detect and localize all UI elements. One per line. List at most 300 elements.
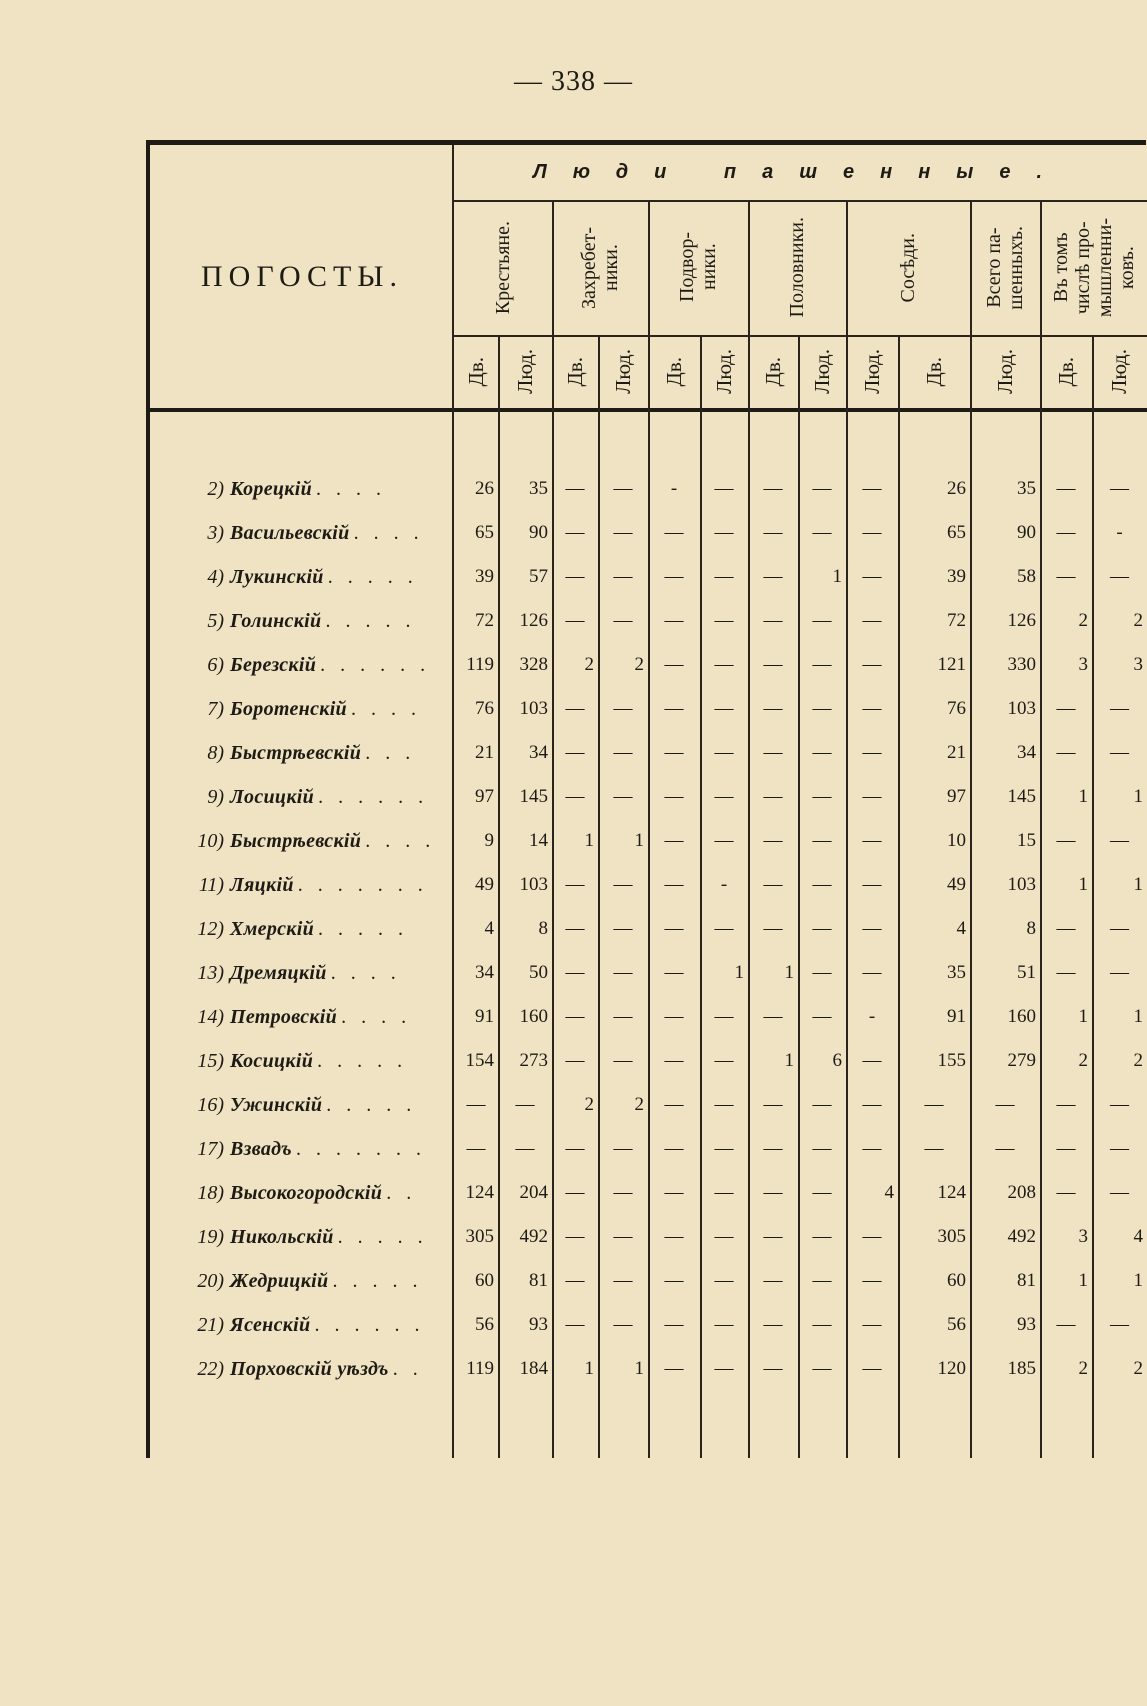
table-cell: —: [613, 1138, 633, 1159]
table-cell: —: [613, 1226, 633, 1247]
table-cell: —: [565, 786, 585, 807]
table-cell: 2: [1078, 610, 1088, 631]
sub-header-label: Люд.: [512, 349, 537, 394]
table-cell: 1: [584, 830, 594, 851]
row-leader-dots: . . .: [365, 741, 416, 764]
row-number: 12): [197, 917, 224, 940]
table-cell: 72: [947, 610, 966, 631]
table-cell: —: [862, 962, 882, 983]
page-number: — 338 —: [514, 66, 633, 97]
table-cell: 2: [1133, 610, 1143, 631]
table-cell: —: [565, 478, 585, 499]
table-cell: 124: [465, 1182, 494, 1203]
table-cell: —: [862, 478, 882, 499]
table-row: [150, 687, 436, 731]
table-row: [150, 511, 436, 555]
table-cell: —: [466, 1138, 486, 1159]
table-cell: 91: [947, 1006, 966, 1027]
row-pogost-name: Лукинскій: [230, 565, 324, 588]
table-cell: —: [763, 786, 783, 807]
table-cell: —: [924, 1138, 944, 1159]
table-cell: —: [714, 786, 734, 807]
table-cell: 1: [634, 1358, 644, 1379]
table-cell: 76: [947, 698, 966, 719]
table-cell: —: [1110, 830, 1129, 851]
table-row: [150, 731, 436, 775]
table-cell: 8: [538, 918, 548, 939]
column-header-label: Въ томъ числѣ про- мышленни- ковъ.: [1049, 217, 1138, 318]
table-cell: 1: [1133, 786, 1143, 807]
sub-header-label: Дв.: [463, 356, 488, 387]
table-cell: —: [812, 962, 832, 983]
table-cell: 185: [1007, 1358, 1036, 1379]
table-cell: —: [812, 742, 832, 763]
table-cell: —: [1110, 962, 1129, 983]
table-cell: 90: [1017, 522, 1036, 543]
table-cell: —: [862, 1314, 882, 1335]
table-cell: —: [714, 698, 734, 719]
table-cell: 160: [1007, 1006, 1036, 1027]
table-cell: 1: [1078, 1270, 1088, 1291]
table-cell: —: [613, 1050, 633, 1071]
table-cell: —: [862, 1358, 882, 1379]
row-number: 14): [197, 1005, 224, 1028]
table-cell: 15: [1017, 830, 1036, 851]
table-cell: 10: [947, 830, 966, 851]
table-cell: —: [714, 654, 734, 675]
table-cell: 3: [1078, 1226, 1088, 1247]
table-cell: —: [714, 1182, 734, 1203]
sub-header-label: Люд.: [610, 349, 635, 394]
table-cell: 26: [475, 478, 494, 499]
table-cell: —: [763, 1314, 783, 1335]
header-group-title: Люди пашенные.: [532, 161, 1069, 183]
column-header-label: Сосѣди.: [897, 232, 919, 303]
row-pogost-name: Петровскій: [230, 1005, 338, 1028]
sub-header-dv: [748, 335, 798, 408]
table-cell: —: [664, 1006, 684, 1027]
table-cell: -: [720, 874, 728, 895]
table-cell: —: [763, 698, 783, 719]
table-cell: —: [812, 698, 832, 719]
table-cell: 60: [475, 1270, 494, 1291]
table-row: [150, 1083, 436, 1127]
sub-header-label: Дв.: [760, 356, 785, 387]
table-cell: 4: [956, 918, 966, 939]
row-number: 5): [207, 609, 224, 632]
column-header-zakhrebet: [552, 200, 648, 335]
table-cell: —: [613, 874, 633, 895]
table-cell: 1: [784, 1050, 794, 1071]
row-number: 19): [197, 1225, 224, 1248]
table-cell: 9: [484, 830, 494, 851]
column-header-podvor: [648, 200, 748, 335]
table-cell: —: [1056, 918, 1076, 939]
table-cell: 8: [1026, 918, 1036, 939]
table-cell: —: [664, 962, 684, 983]
table-cell: —: [763, 874, 783, 895]
table-cell: —: [1056, 1314, 1076, 1335]
table-row: [150, 1303, 436, 1347]
table-cell: —: [714, 566, 734, 587]
row-number: 3): [207, 521, 224, 544]
table-cell: 21: [947, 742, 966, 763]
sub-header-label: Люд.: [992, 349, 1017, 394]
row-number: 18): [197, 1181, 224, 1204]
table-cell: —: [862, 1226, 882, 1247]
table-cell: —: [812, 478, 832, 499]
table-cell: —: [763, 918, 783, 939]
table-cell: 35: [529, 478, 548, 499]
table-cell: —: [812, 1094, 832, 1115]
table-cell: 120: [937, 1358, 966, 1379]
table-cell: —: [613, 918, 633, 939]
table-cell: —: [763, 566, 783, 587]
sub-header-lyud: [1092, 335, 1147, 408]
table-row: [150, 1171, 436, 1215]
table-row: [150, 643, 436, 687]
table-cell: 124: [937, 1182, 966, 1203]
table-cell: 1: [634, 830, 644, 851]
row-leader-dots: . . . . .: [325, 609, 416, 632]
table-cell: —: [763, 478, 783, 499]
table-cell: 65: [475, 522, 494, 543]
table-cell: -: [670, 478, 678, 499]
table-cell: —: [763, 830, 783, 851]
table-cell: 2: [634, 1094, 644, 1115]
table-cell: 160: [519, 1006, 548, 1027]
table-cell: —: [812, 786, 832, 807]
table-cell: —: [714, 1358, 734, 1379]
table-cell: —: [1110, 1094, 1129, 1115]
sub-header-label: Люд.: [711, 349, 736, 394]
table-cell: —: [565, 566, 585, 587]
table-cell: —: [812, 1358, 832, 1379]
table-cell: —: [812, 522, 832, 543]
table-cell: 4: [484, 918, 494, 939]
table-cell: —: [664, 654, 684, 675]
table-cell: 279: [1007, 1050, 1036, 1071]
table-cell: —: [812, 610, 832, 631]
row-pogost-name: Хмерскій: [230, 917, 315, 940]
table-cell: 51: [1017, 962, 1036, 983]
table-cell: —: [1110, 566, 1129, 587]
table-cell: —: [1056, 830, 1076, 851]
table-cell: —: [812, 918, 832, 939]
row-pogost-name: Ляцкій: [230, 873, 294, 896]
table-cell: —: [714, 918, 734, 939]
table-cell: —: [664, 1050, 684, 1071]
table-cell: 208: [1007, 1182, 1036, 1203]
table-cell: 93: [529, 1314, 548, 1335]
row-pogost-name: Взвадъ: [230, 1137, 292, 1160]
table-row: [150, 995, 436, 1039]
table-cell: —: [565, 742, 585, 763]
table-cell: 76: [475, 698, 494, 719]
table-cell: —: [664, 830, 684, 851]
table-cell: —: [565, 1006, 585, 1027]
sub-header-label: Люд.: [809, 349, 834, 394]
table-cell: —: [1056, 698, 1076, 719]
table-cell: —: [812, 830, 832, 851]
table-cell: 305: [465, 1226, 494, 1247]
column-header-label: Всего па- шенныхъ.: [983, 225, 1027, 310]
sub-header-lyud: [798, 335, 846, 408]
table-cell: 21: [475, 742, 494, 763]
table-cell: —: [763, 610, 783, 631]
table-cell: 56: [475, 1314, 494, 1335]
table-cell: —: [763, 1094, 783, 1115]
table-cell: 2: [1078, 1358, 1088, 1379]
row-number: 2): [207, 477, 224, 500]
table-row: [150, 599, 436, 643]
table-row: [150, 555, 436, 599]
row-pogost-name: Быстрѣевскій: [230, 829, 362, 852]
row-pogost-name: Дремяцкій: [230, 961, 327, 984]
row-leader-dots: . .: [392, 1357, 423, 1380]
table-cell: 3: [1133, 654, 1143, 675]
row-number: 4): [207, 565, 224, 588]
row-number: 8): [207, 741, 224, 764]
table-cell: 50: [529, 962, 548, 983]
row-leader-dots: . . . .: [330, 961, 401, 984]
table-cell: —: [664, 742, 684, 763]
row-number: 13): [197, 961, 224, 984]
column-header-sosedi: [846, 200, 970, 335]
row-leader-dots: . . . . . .: [314, 1313, 425, 1336]
table-cell: —: [613, 698, 633, 719]
table-cell: —: [714, 478, 734, 499]
table-cell: 56: [947, 1314, 966, 1335]
table-cell: 121: [937, 654, 966, 675]
table-cell: —: [862, 1050, 882, 1071]
table-cell: —: [1056, 566, 1076, 587]
table-cell: —: [1056, 742, 1076, 763]
table-cell: 492: [1007, 1226, 1036, 1247]
header-bottom-rule: [146, 408, 1147, 412]
table-cell: 26: [947, 478, 966, 499]
table-cell: 39: [475, 566, 494, 587]
table-cell: —: [714, 742, 734, 763]
row-leader-dots: . . . . . .: [318, 785, 429, 808]
sub-header-label: Люд.: [1107, 349, 1131, 394]
table-cell: 184: [519, 1358, 548, 1379]
table-cell: —: [1110, 1314, 1129, 1335]
table-cell: 2: [1133, 1358, 1143, 1379]
table-cell: —: [565, 1138, 585, 1159]
table-cell: 1: [1078, 786, 1088, 807]
table-cell: —: [812, 1226, 832, 1247]
table-cell: —: [565, 918, 585, 939]
table-cell: —: [664, 786, 684, 807]
table-row: [150, 1259, 436, 1303]
table-cell: —: [565, 610, 585, 631]
table-cell: —: [1056, 1094, 1076, 1115]
column-header-label: Крестьяне.: [492, 220, 514, 315]
table-cell: —: [664, 522, 684, 543]
table-cell: —: [714, 1094, 734, 1115]
table-cell: 1: [784, 962, 794, 983]
table-cell: —: [862, 522, 882, 543]
table-cell: 14: [529, 830, 548, 851]
table-cell: 57: [529, 566, 548, 587]
column-header-vtom: [1040, 200, 1147, 335]
table-cell: —: [1110, 478, 1129, 499]
table-cell: —: [565, 1270, 585, 1291]
table-cell: 204: [519, 1182, 548, 1203]
table-cell: —: [565, 1182, 585, 1203]
sub-header-lyud: [846, 335, 898, 408]
table-cell: —: [565, 522, 585, 543]
table-cell: 2: [584, 654, 594, 675]
table-cell: —: [763, 1358, 783, 1379]
table-cell: —: [664, 1314, 684, 1335]
table-cell: —: [812, 1138, 832, 1159]
sub-header-label: Дв.: [562, 356, 587, 387]
table-cell: —: [714, 1138, 734, 1159]
table-cell: —: [714, 1270, 734, 1291]
row-pogost-name: Порховскій уѣздъ: [230, 1357, 389, 1380]
row-leader-dots: . . . . .: [332, 1269, 423, 1292]
row-pogost-name: Лосицкій: [230, 785, 315, 808]
row-pogost-name: Высокогородскій: [230, 1181, 383, 1204]
row-leader-dots: . . . . . . .: [295, 1137, 426, 1160]
row-leader-dots: . .: [386, 1181, 417, 1204]
sub-header-dv: [648, 335, 700, 408]
table-cell: —: [515, 1094, 535, 1115]
row-leader-dots: . . . .: [350, 697, 421, 720]
table-cell: 1: [1133, 1006, 1143, 1027]
table-cell: —: [812, 1006, 832, 1027]
table-cell: 330: [1007, 654, 1036, 675]
table-cell: —: [995, 1094, 1015, 1115]
table-cell: 145: [519, 786, 548, 807]
table-cell: —: [763, 1182, 783, 1203]
table-cell: 103: [1007, 698, 1036, 719]
row-number: 7): [207, 697, 224, 720]
row-pogost-name: Корецкій: [230, 477, 313, 500]
table-cell: 65: [947, 522, 966, 543]
row-number: 17): [197, 1137, 224, 1160]
header-pogosty: ПОГОСТЫ.: [201, 259, 403, 293]
table-cell: —: [714, 830, 734, 851]
table-cell: —: [763, 1138, 783, 1159]
table-cell: 35: [947, 962, 966, 983]
row-pogost-name: Ужинскій: [230, 1093, 323, 1116]
table-cell: —: [862, 786, 882, 807]
table-cell: —: [664, 698, 684, 719]
row-pogost-name: Жедрицкій: [230, 1269, 329, 1292]
table-cell: —: [714, 610, 734, 631]
row-number: 21): [197, 1313, 224, 1336]
table-cell: 58: [1017, 566, 1036, 587]
table-cell: 97: [947, 786, 966, 807]
table-cell: 155: [937, 1050, 966, 1071]
table-cell: —: [763, 1270, 783, 1291]
table-cell: —: [1056, 1182, 1076, 1203]
table-cell: —: [1056, 1138, 1076, 1159]
table-cell: 1: [584, 1358, 594, 1379]
table-row: [150, 819, 436, 863]
table-cell: —: [763, 1006, 783, 1027]
table-cell: —: [862, 698, 882, 719]
table-cell: 39: [947, 566, 966, 587]
table-cell: —: [714, 1050, 734, 1071]
table-cell: —: [862, 610, 882, 631]
sub-header-dv: [1040, 335, 1092, 408]
table-cell: —: [613, 1006, 633, 1027]
table-cell: —: [613, 962, 633, 983]
row-number: 11): [198, 873, 224, 896]
table-cell: —: [664, 1358, 684, 1379]
table-cell: 60: [947, 1270, 966, 1291]
table-cell: 2: [1078, 1050, 1088, 1071]
table-cell: —: [664, 874, 684, 895]
table-cell: 90: [529, 522, 548, 543]
table-cell: 34: [475, 962, 494, 983]
table-cell: 3: [1078, 654, 1088, 675]
table-cell: —: [862, 830, 882, 851]
table-cell: —: [565, 962, 585, 983]
sub-header-dv: [454, 335, 498, 408]
table-cell: —: [862, 918, 882, 939]
table-cell: 97: [475, 786, 494, 807]
table-cell: 2: [584, 1094, 594, 1115]
row-leader-dots: . . . . .: [337, 1225, 428, 1248]
sub-header-label: Дв.: [921, 356, 946, 387]
row-leader-dots: . . . . . .: [320, 653, 431, 676]
table-cell: 119: [466, 1358, 494, 1379]
table-cell: —: [714, 522, 734, 543]
table-cell: 4: [1133, 1226, 1143, 1247]
table-cell: —: [664, 1226, 684, 1247]
table-cell: 81: [529, 1270, 548, 1291]
table-cell: —: [1056, 962, 1076, 983]
table-cell: —: [862, 1138, 882, 1159]
table-cell: —: [714, 1314, 734, 1335]
sub-header-lyud: [498, 335, 552, 408]
sub-header-lyud: [700, 335, 748, 408]
table-cell: —: [862, 654, 882, 675]
table-cell: —: [664, 918, 684, 939]
table-cell: 328: [519, 654, 548, 675]
table-cell: —: [995, 1138, 1015, 1159]
table-cell: —: [1110, 1182, 1129, 1203]
table-cell: 492: [519, 1226, 548, 1247]
row-number: 15): [197, 1049, 224, 1072]
table-cell: 35: [1017, 478, 1036, 499]
table-cell: —: [763, 742, 783, 763]
table-cell: —: [714, 1226, 734, 1247]
row-leader-dots: . . . .: [341, 1005, 412, 1028]
table-cell: —: [812, 654, 832, 675]
sub-header-dv: [898, 335, 970, 408]
column-header-label: Подвор- ники.: [676, 232, 720, 303]
table-cell: —: [664, 1182, 684, 1203]
table-cell: —: [613, 566, 633, 587]
table-cell: —: [664, 1094, 684, 1115]
table-cell: —: [714, 1006, 734, 1027]
row-pogost-name: Боротенскій: [230, 697, 347, 720]
row-pogost-name: Косицкій: [230, 1049, 314, 1072]
table-cell: —: [1110, 698, 1129, 719]
row-number: 10): [197, 829, 224, 852]
sub-header-lyud: [970, 335, 1040, 408]
row-pogost-name: Быстрѣевскій: [230, 741, 362, 764]
table-cell: —: [515, 1138, 535, 1159]
column-header-label: Половники.: [786, 217, 808, 318]
table-cell: 4: [884, 1182, 894, 1203]
